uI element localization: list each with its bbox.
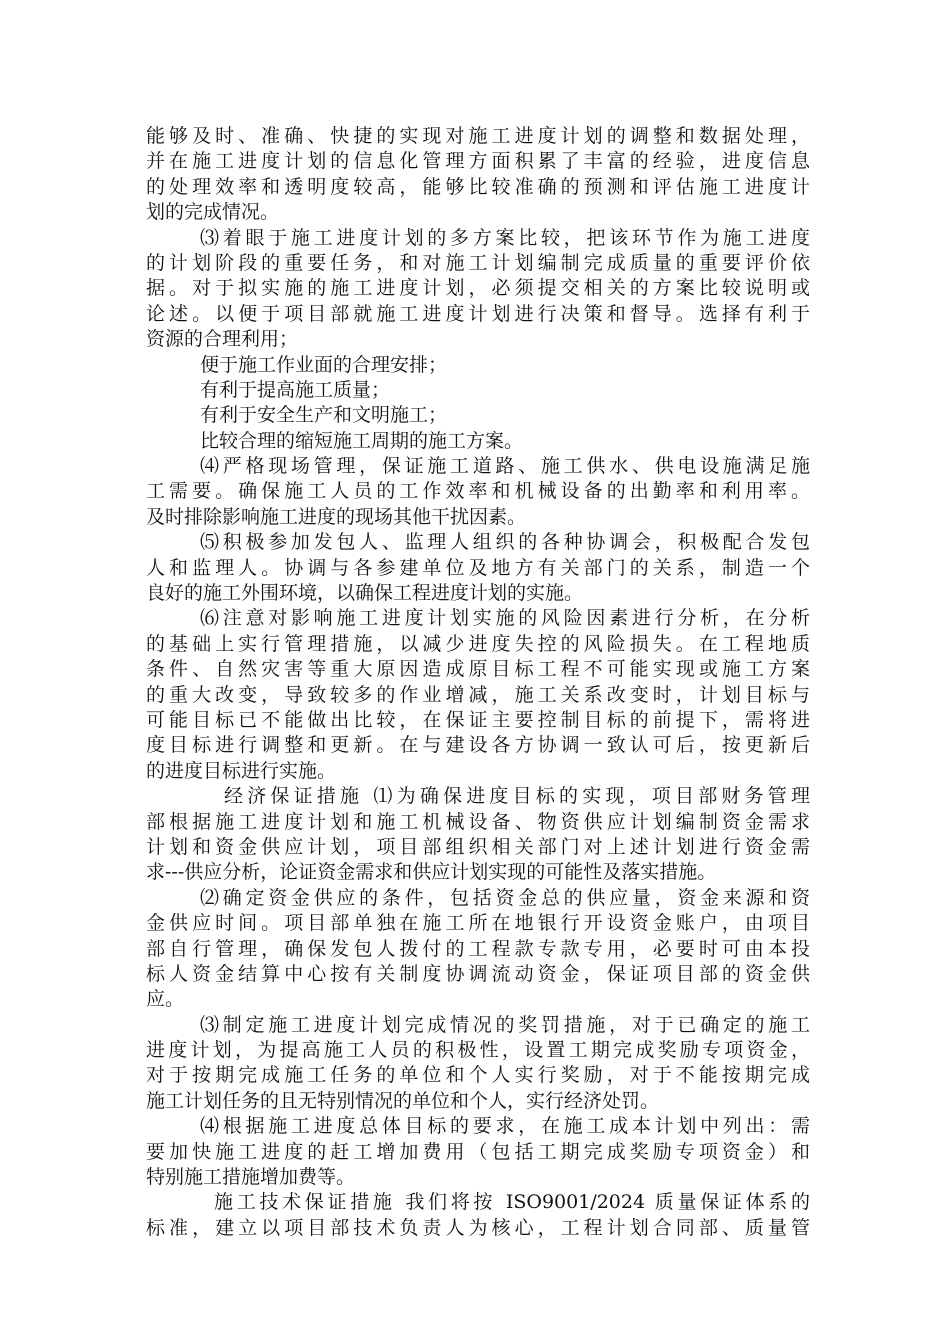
paragraph (146, 226, 810, 353)
text-line: 有利于提高施工质量； (200, 378, 391, 401)
paragraph (146, 378, 810, 403)
text-line: 部自行管理，确保发包人拨付的工程款专款专用，必要时可由本投 (146, 937, 810, 960)
paragraph (146, 429, 810, 454)
text-line: ⑷根据施工进度总体目标的要求，在施工成本计划中列出：需 (200, 1115, 810, 1138)
text-line: 据。对于拟实施的施工进度计划，必须提交相关的方案比较说明或 (146, 277, 810, 300)
text-line: 人和监理人。协调与各参建单位及地方有关部门的关系，制造一个 (146, 556, 810, 579)
text-line: 资源的合理利用； (146, 328, 299, 351)
text-line: 应。 (146, 988, 185, 1011)
paragraph (146, 403, 810, 428)
text-line: 金供应时间。项目部单独在施工所在地银行开设资金账户，由项目 (146, 912, 810, 935)
text-line: 求---供应分析，论证资金需求和供应计划实现的可能性及落实措施。 (146, 861, 717, 884)
text-line: 可能目标已不能做出比较，在保证主要控制目标的前提下，需将进 (146, 708, 810, 731)
paragraph (146, 784, 810, 886)
text-line: 并在施工进度计划的信息化管理方面积累了丰富的经验，进度信息 (146, 150, 810, 173)
text-line: 能够及时、准确、快捷的实现对施工进度计划的调整和数据处理， (146, 125, 810, 147)
paragraph (146, 530, 810, 606)
document-page (146, 124, 810, 1241)
text-line: 及时排除影响施工进度的现场其他干扰因素。 (146, 505, 527, 528)
paragraph (146, 886, 810, 1013)
text-line: 有利于安全生产和文明施工； (200, 404, 448, 427)
text-line: 部根据施工进度计划和施工机械设备、物资供应计划编制资金需求 (146, 810, 810, 833)
text-line: 经济保证措施 ⑴为确保进度目标的实现，项目部财务管理 (224, 785, 810, 808)
text-line: 的处理效率和透明度较高，能够比较准确的预测和评估施工进度计 (146, 175, 810, 198)
text-line: 便于施工作业面的合理安排； (200, 353, 448, 376)
text-line: 论述。以便于项目部就施工进度计划进行决策和督导。选择有利于 (146, 302, 810, 325)
paragraph (146, 606, 810, 784)
text-line: ⑶着眼于施工进度计划的多方案比较，把该环节作为施工进度 (200, 226, 810, 249)
text-line: 工需要。确保施工人员的工作效率和机械设备的出勤率和利用率。 (146, 480, 810, 503)
text-line: 进度计划，为提高施工人员的积极性，设置工期完成奖励专项资金， (146, 1039, 810, 1062)
text-line: 标人资金结算中心按有关制度协调流动资金，保证项目部的资金供 (146, 962, 810, 985)
text-line: 的重大改变，导致较多的作业增减，施工关系改变时，计划目标与 (146, 683, 810, 706)
text-line: 计划和资金供应计划，项目部组织相关部门对上述计划进行资金需 (146, 835, 810, 858)
text-line: 对于按期完成施工任务的单位和个人实行奖励，对于不能按期完成 (146, 1064, 810, 1087)
text-line: 的进度目标进行实施。 (146, 759, 337, 782)
text-line: ⑵确定资金供应的条件，包括资金总的供应量，资金来源和资 (200, 886, 810, 909)
text-line: ⑸积极参加发包人、监理人组织的各种协调会，积极配合发包 (200, 531, 810, 554)
text-line: 划的完成情况。 (146, 201, 280, 224)
paragraph (146, 1114, 810, 1190)
text-line: ⑶制定施工进度计划完成情况的奖罚措施，对于已确定的施工 (200, 1013, 810, 1036)
paragraph (146, 124, 810, 226)
text-line: 施工技术保证措施 我们将按 ISO9001/2024 质量保证体系的 (214, 1191, 810, 1214)
text-line: 度目标进行调整和更新。在与建设各方协调一致认可后，按更新后 (146, 734, 810, 757)
text-line: 要加快施工进度的赶工增加费用（包括工期完成奖励专项资金）和 (146, 1140, 810, 1163)
paragraph (146, 353, 810, 378)
text-line: ⑷严格现场管理，保证施工道路、施工供水、供电设施满足施 (200, 455, 810, 478)
paragraph (146, 454, 810, 530)
text-line: 比较合理的缩短施工周期的施工方案。 (200, 429, 524, 452)
text-line: 的计划阶段的重要任务，和对施工计划编制完成质量的重要评价依 (146, 251, 810, 274)
paragraph (146, 1190, 810, 1241)
text-line: 特别施工措施增加费等。 (146, 1166, 356, 1189)
text-line: 标准，建立以项目部技术负责人为核心，工程计划合同部、质量管 (146, 1216, 810, 1239)
text-line: 条件、自然灾害等重大原因造成原目标工程不可能实现或施工方案 (146, 658, 810, 681)
text-line: 的基础上实行管理措施，以减少进度失控的风险损失。在工程地质 (146, 632, 810, 655)
text-line: ⑹注意对影响施工进度计划实施的风险因素进行分析，在分析 (200, 607, 810, 630)
paragraph (146, 1013, 810, 1115)
text-line: 施工计划任务的且无特别情况的单位和个人，实行经济处罚。 (146, 1089, 660, 1112)
text-line: 良好的施工外围环境，以确保工程进度计划的实施。 (146, 582, 584, 605)
